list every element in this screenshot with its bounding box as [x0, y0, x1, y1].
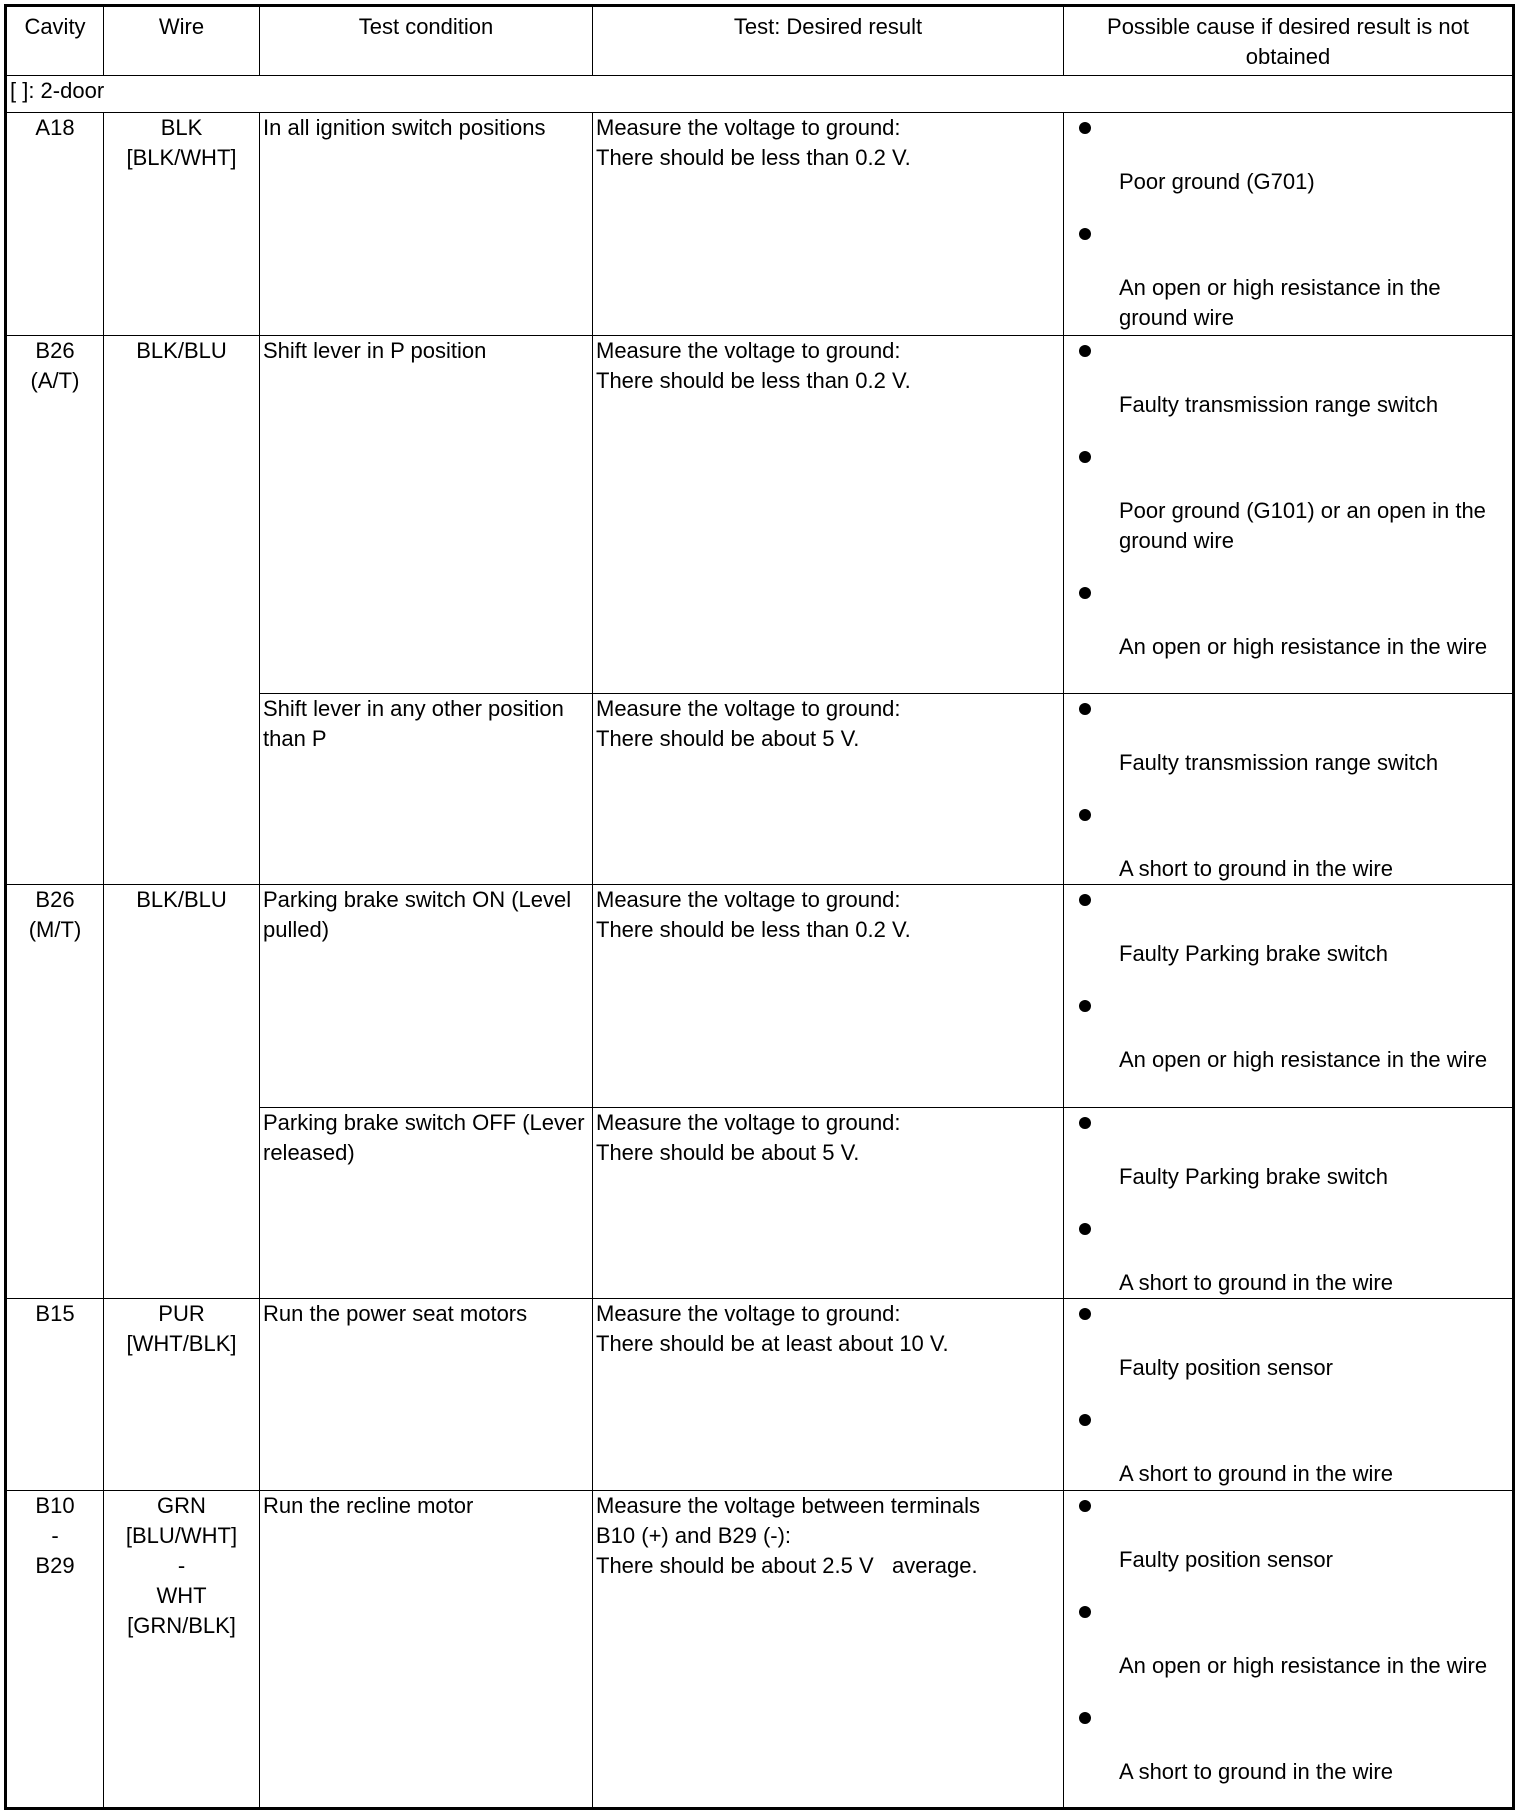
- wire-cell: [104, 885, 260, 1299]
- two-door-note: [ ]: 2-door: [6, 76, 1514, 113]
- cause-item: [1067, 578, 1509, 662]
- possible-cause-cell: [1064, 336, 1514, 694]
- cause-item: [1067, 1299, 1509, 1383]
- bullet-icon: [1067, 336, 1509, 366]
- cause-item: [1067, 336, 1509, 420]
- possible-cause-cell: [1064, 1108, 1514, 1299]
- cause-text: A short to ground in the wire: [1119, 1270, 1393, 1295]
- bullet-icon: [1067, 1214, 1509, 1244]
- bullet-icon: [1067, 1597, 1509, 1627]
- cause-item: [1067, 991, 1509, 1075]
- cause-text: Faulty Parking brake switch: [1119, 941, 1388, 966]
- test-condition-text: Parking brake switch ON (Level pulled): [263, 887, 572, 942]
- cause-text: Poor ground (G101) or an open in the ground wire: [1119, 498, 1486, 553]
- cause-text: Poor ground (G701): [1119, 169, 1315, 194]
- cause-text: Faulty position sensor: [1119, 1355, 1333, 1380]
- desired-result-cell: [593, 1491, 1064, 1809]
- cavity-text: -: [51, 1523, 59, 1548]
- wire-text: BLK: [160, 115, 203, 140]
- cause-text: Faulty transmission range switch: [1119, 750, 1439, 775]
- test-condition-cell: [260, 1491, 593, 1809]
- cause-text: A short to ground in the wire: [1119, 1461, 1393, 1486]
- desired-result-text: There should be about 5 V.: [596, 1140, 860, 1165]
- cause-item: [1067, 442, 1509, 556]
- test-condition-text: Run the power seat motors: [263, 1301, 528, 1326]
- cavity-text: B10: [35, 1493, 75, 1518]
- wire-text: [WHT/BLK]: [126, 1331, 237, 1356]
- cavity-cell: [6, 336, 104, 885]
- desired-result-text: There should be about 5 V.: [596, 726, 860, 751]
- desired-result-text: There should be at least about 10 V.: [596, 1331, 949, 1356]
- desired-result-text: There should be less than 0.2 V.: [596, 145, 911, 170]
- connector-test-table: [4, 4, 1515, 1810]
- cause-item: [1067, 694, 1509, 778]
- desired-result-text: There should be less than 0.2 V.: [596, 368, 911, 393]
- possible-cause-cell: [1064, 885, 1514, 1108]
- wire-text: GRN: [157, 1493, 206, 1518]
- cause-item: [1067, 1597, 1509, 1681]
- wire-text: WHT: [156, 1583, 207, 1608]
- desired-result-text: B10 (+) and B29 (-):: [596, 1523, 792, 1548]
- bullet-icon: [1067, 991, 1509, 1021]
- cavity-cell: [6, 1491, 104, 1809]
- desired-result-text: There should be less than 0.2 V.: [596, 917, 911, 942]
- cause-text: Faulty Parking brake switch: [1119, 1164, 1388, 1189]
- cause-text: A short to ground in the wire: [1119, 856, 1393, 881]
- bullet-icon: [1067, 1703, 1509, 1733]
- bullet-icon: [1067, 113, 1509, 143]
- desired-result-text: Measure the voltage between terminals: [596, 1493, 980, 1518]
- cause-item: [1067, 885, 1509, 969]
- cavity-text: A18: [35, 115, 75, 140]
- desired-result-cell: [593, 113, 1064, 336]
- cause-text: An open or high resistance in the wire: [1119, 634, 1488, 659]
- cause-text: An open or high resistance in the wire: [1119, 1653, 1488, 1678]
- possible-cause-cell: [1064, 1491, 1514, 1809]
- bullet-icon: [1067, 1108, 1509, 1138]
- cause-text: Faulty transmission range switch: [1119, 392, 1439, 417]
- desired-result-cell: [593, 1108, 1064, 1299]
- possible-cause-cell: [1064, 113, 1514, 336]
- test-condition-text: Parking brake switch OFF (Lever released): [263, 1110, 585, 1165]
- cause-item: [1067, 1405, 1509, 1489]
- wire-text: PUR: [158, 1301, 205, 1326]
- bullet-icon: [1067, 578, 1509, 608]
- test-condition-cell: [260, 885, 593, 1108]
- desired-result-cell: [593, 885, 1064, 1108]
- header-possible-cause: Possible cause if desired result is not obtained: [1064, 6, 1514, 76]
- bullet-icon: [1067, 800, 1509, 830]
- cause-text: An open or high resistance in the ground wire: [1119, 275, 1441, 330]
- table-row: [6, 1299, 1514, 1491]
- cavity-cell: [6, 885, 104, 1299]
- cause-item: [1067, 1214, 1509, 1298]
- desired-result-text: Measure the voltage to ground:: [596, 1301, 901, 1326]
- cause-text: Faulty position sensor: [1119, 1547, 1333, 1572]
- header-row: [6, 6, 1514, 76]
- wire-cell: [104, 113, 260, 336]
- note-row: [6, 76, 1514, 113]
- test-condition-cell: [260, 1299, 593, 1491]
- wire-cell: [104, 1491, 260, 1809]
- bullet-icon: [1067, 1491, 1509, 1521]
- desired-result-cell: [593, 1299, 1064, 1491]
- table-row: [6, 885, 1514, 1108]
- table-row: [6, 1491, 1514, 1809]
- header-cavity: Cavity: [6, 6, 104, 76]
- desired-result-text: Measure the voltage to ground:: [596, 1110, 901, 1135]
- test-condition-text: Run the recline motor: [263, 1493, 474, 1518]
- possible-cause-cell: [1064, 694, 1514, 885]
- wire-text: [BLK/WHT]: [126, 145, 237, 170]
- bullet-icon: [1067, 885, 1509, 915]
- test-condition-cell: [260, 113, 593, 336]
- test-condition-cell: [260, 336, 593, 694]
- cause-item: [1067, 1703, 1509, 1787]
- desired-result-cell: [593, 336, 1064, 694]
- test-condition-text: Shift lever in P position: [263, 338, 487, 363]
- bullet-icon: [1067, 219, 1509, 249]
- wire-cell: [104, 1299, 260, 1491]
- table-row: [6, 113, 1514, 336]
- cause-text: An open or high resistance in the wire: [1119, 1047, 1488, 1072]
- cavity-text: B26: [35, 338, 75, 363]
- test-condition-cell: [260, 1108, 593, 1299]
- cavity-text: B29: [35, 1553, 75, 1578]
- table-row: [6, 336, 1514, 694]
- possible-cause-cell: [1064, 1299, 1514, 1491]
- test-condition-text: Shift lever in any other position than P: [263, 696, 564, 751]
- cavity-cell: [6, 1299, 104, 1491]
- wire-text: [GRN/BLK]: [127, 1613, 236, 1638]
- desired-result-text: Measure the voltage to ground:: [596, 887, 901, 912]
- desired-result-text: There should be about 2.5 V average.: [596, 1553, 978, 1578]
- cause-item: [1067, 113, 1509, 197]
- cause-item: [1067, 1108, 1509, 1192]
- cavity-text: (A/T): [30, 368, 80, 393]
- header-test-condition: Test condition: [260, 6, 593, 76]
- desired-result-text: Measure the voltage to ground:: [596, 338, 901, 363]
- test-condition-cell: [260, 694, 593, 885]
- header-wire: Wire: [104, 6, 260, 76]
- test-condition-text: In all ignition switch positions: [263, 115, 546, 140]
- wire-text: BLK/BLU: [136, 887, 227, 912]
- cause-item: [1067, 219, 1509, 333]
- wire-cell: [104, 336, 260, 885]
- header-desired-result: Test: Desired result: [593, 6, 1064, 76]
- bullet-icon: [1067, 1299, 1509, 1329]
- cause-item: [1067, 1491, 1509, 1575]
- bullet-icon: [1067, 1405, 1509, 1435]
- bullet-icon: [1067, 442, 1509, 472]
- desired-result-cell: [593, 694, 1064, 885]
- cavity-cell: [6, 113, 104, 336]
- desired-result-text: Measure the voltage to ground:: [596, 696, 901, 721]
- desired-result-text: Measure the voltage to ground:: [596, 115, 901, 140]
- cavity-text: (M/T): [28, 917, 82, 942]
- cavity-text: B15: [35, 1301, 75, 1326]
- wire-text: [BLU/WHT]: [125, 1523, 238, 1548]
- wire-text: BLK/BLU: [136, 338, 227, 363]
- wire-text: -: [177, 1553, 186, 1578]
- cavity-text: B26: [35, 887, 75, 912]
- bullet-icon: [1067, 694, 1509, 724]
- cause-text: A short to ground in the wire: [1119, 1759, 1393, 1784]
- cause-item: [1067, 800, 1509, 884]
